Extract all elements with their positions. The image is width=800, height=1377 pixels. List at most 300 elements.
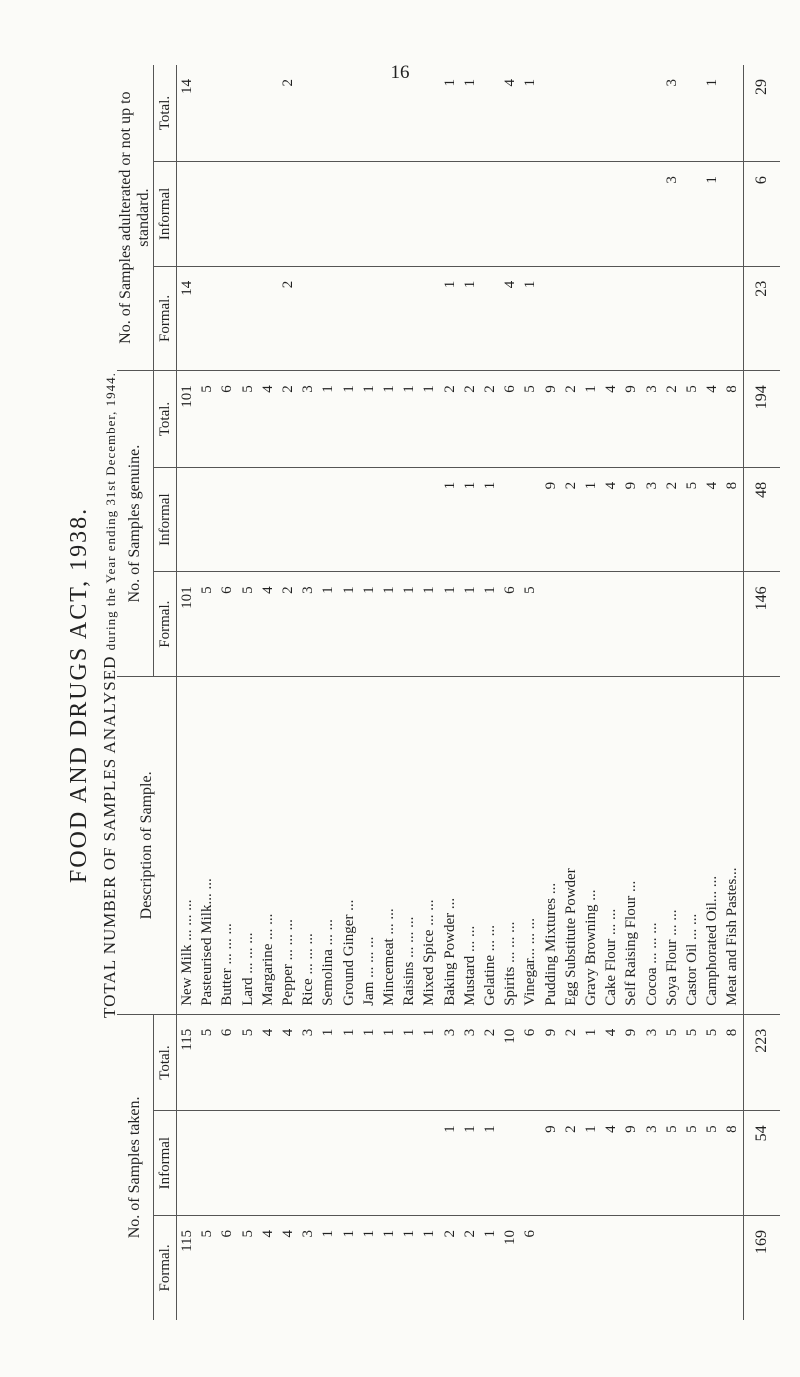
genuine-total-cell: 4 [258, 371, 278, 468]
table-row [662, 65, 682, 1320]
genuine-total-cell: 8 [722, 371, 743, 468]
taken-formal-cell [722, 1215, 743, 1320]
genuine-group-header: No. of Samples genuine. [117, 371, 154, 677]
sample-description-cell: Mixed Spice ... ... [419, 676, 439, 1014]
adulterated-formal-cell [601, 266, 621, 371]
taken-formal-cell [702, 1215, 722, 1320]
sample-description-cell: Ground Ginger ... [339, 676, 359, 1014]
adulterated-informal-cell [379, 162, 399, 267]
genuine-formal-cell [581, 572, 601, 677]
taken-total-cell: 9 [621, 1014, 641, 1111]
adulterated-formal-cell [399, 266, 419, 371]
genuine-formal-cell: 1 [379, 572, 399, 677]
taken-informal-cell: 3 [642, 1111, 662, 1216]
table-row [177, 65, 198, 1320]
sample-description-cell: New Milk ... ... ... [177, 676, 198, 1014]
taken-formal-cell: 3 [300, 1229, 317, 1238]
genuine-informal-cell [217, 467, 237, 572]
genuine-informal-cell [298, 467, 318, 572]
taken-informal-cell: 9 [541, 1111, 561, 1216]
sample-description-cell: Pepper ... ... ... [278, 676, 298, 1014]
adulterated-formal-header: Formal. [154, 266, 177, 371]
genuine-formal-cell: 1 [460, 572, 480, 677]
adulterated-total-cell [480, 65, 500, 162]
genuine-total-cell: 1 [339, 371, 359, 468]
adulterated-total-cell [722, 65, 743, 162]
adulterated-informal-cell [460, 162, 480, 267]
adulterated-total-cell [298, 65, 318, 162]
adulterated-total-cell [258, 65, 278, 162]
totals-row [743, 65, 780, 1320]
genuine-total-cell: 101 [177, 371, 198, 468]
genuine-formal-cell: 101 [177, 572, 198, 677]
taken-informal-cell: 1 [460, 1111, 480, 1216]
adulterated-informal-cell [419, 162, 439, 267]
taken-informal-cell: 9 [621, 1111, 641, 1216]
taken-informal-cell [217, 1111, 237, 1216]
genuine-total-cell: 3 [642, 371, 662, 468]
adulterated-informal-header: Informal [154, 162, 177, 267]
table-row [399, 65, 419, 1320]
taken-formal-cell: 1 [340, 1229, 357, 1238]
adulterated-informal-cell [339, 162, 359, 267]
taken-total-cell: 8 [722, 1014, 743, 1111]
taken-formal-cell: 4 [280, 1229, 297, 1238]
taken-total-cell: 2 [561, 1014, 581, 1111]
taken-total-cell: 6 [217, 1014, 237, 1111]
adulterated-formal-cell [682, 266, 702, 371]
taken-informal-cell: 4 [601, 1111, 621, 1216]
adulterated-total-cell [318, 65, 338, 162]
adulterated-total-cell: 1 [702, 65, 722, 162]
taken-total-cell: 4 [601, 1014, 621, 1111]
adulterated-formal-cell [541, 266, 561, 371]
adulterated-formal-cell: 2 [278, 266, 298, 371]
adulterated-formal-cell [480, 266, 500, 371]
page-number: 16 [390, 62, 410, 83]
taken-total-cell: 1 [581, 1014, 601, 1111]
genuine-informal-cell: 3 [642, 467, 662, 572]
genuine-informal-cell: 5 [682, 467, 702, 572]
genuine-total-cell: 1 [359, 371, 379, 468]
taken-total-cell: 4 [278, 1014, 298, 1111]
taken-informal-cell [419, 1111, 439, 1216]
taken-formal-cell [601, 1215, 621, 1320]
page-heading [65, 60, 124, 1330]
adulterated-informal-cell [541, 162, 561, 267]
taken-total-cell: 1 [318, 1014, 338, 1111]
taken-total-cell: 5 [682, 1014, 702, 1111]
sample-description-cell: Camphorated Oil... ... [702, 676, 722, 1014]
genuine-formal-cell [621, 572, 641, 677]
genuine-informal-cell [520, 467, 540, 572]
genuine-total-cell: 9 [541, 371, 561, 468]
genuine-informal-cell: 1 [480, 467, 500, 572]
taken-formal-cell: 4 [259, 1229, 276, 1238]
genuine-formal-cell: 1 [419, 572, 439, 677]
table-row [238, 65, 258, 1320]
adulterated-formal-cell [662, 266, 682, 371]
taken-informal-cell: 2 [561, 1111, 581, 1216]
adulterated-total-cell [561, 65, 581, 162]
taken-total-cell: 3 [298, 1014, 318, 1111]
genuine-informal-cell: 8 [722, 467, 743, 572]
adulterated-group-header: No. of Samples adulterated or not up to standard. [117, 65, 154, 371]
table-row [541, 65, 561, 1320]
sample-description-cell: Gravy Browning ... [581, 676, 601, 1014]
genuine-informal-cell [318, 467, 338, 572]
table-row [702, 65, 722, 1320]
adulterated-informal-cell [480, 162, 500, 267]
adulterated-total-cell [217, 65, 237, 162]
genuine-formal-cell: 1 [318, 572, 338, 677]
table-row [581, 65, 601, 1320]
genuine-total-cell: 2 [278, 371, 298, 468]
genuine-informal-cell: 2 [561, 467, 581, 572]
taken-formal-cell [561, 1215, 581, 1320]
adulterated-formal-cell: 1 [460, 266, 480, 371]
sample-description-cell: Pasteurised Milk... ... [197, 676, 217, 1014]
genuine-informal-cell: 2 [662, 467, 682, 572]
taken-formal-cell [642, 1215, 662, 1320]
genuine-informal-cell [238, 467, 258, 572]
group-header-row [117, 65, 154, 1320]
adulterated-formal-cell: 14 [177, 266, 198, 371]
taken-informal-cell [318, 1111, 338, 1216]
adulterated-formal-cell [621, 266, 641, 371]
adulterated-informal-cell [722, 162, 743, 267]
genuine-formal-cell: 1 [339, 572, 359, 677]
total-taken-formal: 169 [743, 1215, 780, 1320]
genuine-total-cell: 2 [561, 371, 581, 468]
genuine-total-cell: 1 [581, 371, 601, 468]
adulterated-total-cell [601, 65, 621, 162]
table-row [460, 65, 480, 1320]
taken-formal-cell: 2 [441, 1229, 458, 1238]
genuine-formal-cell [561, 572, 581, 677]
genuine-total-cell: 1 [318, 371, 338, 468]
taken-formal-cell: 5 [239, 1229, 256, 1238]
sample-description-cell: Rice ... ... ... [298, 676, 318, 1014]
adulterated-informal-cell [177, 162, 198, 267]
taken-group-header: No. of Samples taken. [117, 1014, 154, 1320]
adulterated-total-cell [379, 65, 399, 162]
table-row [318, 65, 338, 1320]
taken-formal-cell: 115 [179, 1229, 195, 1252]
genuine-total-cell: 1 [379, 371, 399, 468]
sample-description-cell: Mustard ... ... [460, 676, 480, 1014]
genuine-total-cell: 5 [682, 371, 702, 468]
genuine-informal-cell [177, 467, 198, 572]
total-taken-informal: 54 [743, 1111, 780, 1216]
taken-formal-cell [581, 1215, 601, 1320]
sample-description-cell: Margarine ... ... [258, 676, 278, 1014]
sample-description-cell: Lard ... ... ... [238, 676, 258, 1014]
table-row [258, 65, 278, 1320]
adulterated-total-cell [197, 65, 217, 162]
genuine-formal-header: Formal. [154, 572, 177, 677]
description-header: Description of Sample. [117, 676, 177, 1014]
taken-informal-header: Informal [154, 1111, 177, 1216]
samples-table [117, 65, 780, 1320]
adulterated-total-cell [541, 65, 561, 162]
adulterated-total-cell: 4 [500, 65, 520, 162]
taken-formal-cell: 5 [199, 1229, 216, 1238]
taken-formal-cell: 1 [401, 1229, 418, 1238]
table-row [601, 65, 621, 1320]
genuine-informal-cell [500, 467, 520, 572]
genuine-informal-cell [258, 467, 278, 572]
adulterated-total-header: Total. [154, 65, 177, 162]
sample-description-cell: Semolina ... ... [318, 676, 338, 1014]
genuine-informal-cell: 1 [581, 467, 601, 572]
sample-description-cell: Pudding Mixtures ... [541, 676, 561, 1014]
adulterated-informal-cell [238, 162, 258, 267]
genuine-informal-cell: 4 [702, 467, 722, 572]
taken-informal-cell [399, 1111, 419, 1216]
genuine-formal-cell [601, 572, 621, 677]
taken-formal-cell: 1 [320, 1229, 337, 1238]
sample-description-cell: Cake Flour ... ... [601, 676, 621, 1014]
sample-description-cell: Jam ... ... ... [359, 676, 379, 1014]
adulterated-formal-cell: 4 [500, 266, 520, 371]
adulterated-informal-cell: 1 [702, 162, 722, 267]
taken-informal-cell [520, 1111, 540, 1216]
taken-total-cell: 5 [197, 1014, 217, 1111]
genuine-informal-cell: 9 [621, 467, 641, 572]
adulterated-informal-cell [318, 162, 338, 267]
table-row [520, 65, 540, 1320]
taken-informal-cell [359, 1111, 379, 1216]
adulterated-formal-cell [419, 266, 439, 371]
sample-description-cell: Butter ... ... ... [217, 676, 237, 1014]
taken-total-cell: 5 [662, 1014, 682, 1111]
adulterated-total-cell: 2 [278, 65, 298, 162]
sample-description-cell: Soya Flour ... ... [662, 676, 682, 1014]
taken-total-cell: 1 [379, 1014, 399, 1111]
genuine-formal-cell: 1 [440, 572, 460, 677]
taken-total-cell: 2 [480, 1014, 500, 1111]
genuine-formal-cell [722, 572, 743, 677]
total-genuine-informal: 48 [743, 467, 780, 572]
adulterated-informal-cell [217, 162, 237, 267]
genuine-total-cell: 4 [702, 371, 722, 468]
taken-formal-cell: 6 [219, 1229, 236, 1238]
genuine-informal-cell [339, 467, 359, 572]
adulterated-total-cell: 1 [440, 65, 460, 162]
genuine-formal-cell [642, 572, 662, 677]
genuine-formal-cell [702, 572, 722, 677]
sample-description-cell: Raisins ... ... ... [399, 676, 419, 1014]
genuine-total-cell: 2 [460, 371, 480, 468]
genuine-formal-cell: 5 [197, 572, 217, 677]
adulterated-total-cell [339, 65, 359, 162]
adulterated-total-cell: 1 [520, 65, 540, 162]
sample-description-cell: Self Raising Flour ... [621, 676, 641, 1014]
genuine-total-cell: 2 [440, 371, 460, 468]
heading-subtitle-main: TOTAL NUMBER OF SAMPLES ANALYSED [100, 655, 119, 1018]
genuine-total-cell: 1 [399, 371, 419, 468]
taken-informal-cell [379, 1111, 399, 1216]
taken-informal-cell: 5 [682, 1111, 702, 1216]
taken-total-cell: 6 [520, 1014, 540, 1111]
adulterated-informal-cell [278, 162, 298, 267]
sample-description-cell: Meat and Fish Pastes... [722, 676, 743, 1014]
taken-formal-cell: 10 [502, 1229, 519, 1245]
adulterated-informal-cell [197, 162, 217, 267]
table-row [379, 65, 399, 1320]
table-row [682, 65, 702, 1320]
total-adulterated-total: 29 [743, 65, 780, 162]
sample-description-cell: Spirits ... ... ... [500, 676, 520, 1014]
adulterated-informal-cell [642, 162, 662, 267]
adulterated-formal-cell: 1 [520, 266, 540, 371]
adulterated-formal-cell: 1 [440, 266, 460, 371]
taken-total-cell: 3 [440, 1014, 460, 1111]
genuine-informal-cell [197, 467, 217, 572]
genuine-total-cell: 5 [520, 371, 540, 468]
taken-total-cell: 115 [177, 1014, 198, 1111]
taken-total-cell: 9 [541, 1014, 561, 1111]
genuine-total-cell: 2 [662, 371, 682, 468]
taken-total-cell: 1 [399, 1014, 419, 1111]
taken-informal-cell: 1 [581, 1111, 601, 1216]
adulterated-total-cell: 14 [177, 65, 198, 162]
taken-formal-cell: 1 [360, 1229, 377, 1238]
genuine-total-cell: 4 [601, 371, 621, 468]
taken-informal-cell [238, 1111, 258, 1216]
taken-total-header: Total. [154, 1014, 177, 1111]
total-taken-total: 223 [743, 1014, 780, 1111]
taken-informal-cell [177, 1111, 198, 1216]
genuine-formal-cell: 3 [298, 572, 318, 677]
taken-informal-cell [258, 1111, 278, 1216]
adulterated-total-cell [419, 65, 439, 162]
adulterated-total-cell [238, 65, 258, 162]
genuine-formal-cell: 5 [520, 572, 540, 677]
sample-description-cell: Mincemeat ... ... [379, 676, 399, 1014]
taken-informal-cell [197, 1111, 217, 1216]
total-description-cell [743, 676, 780, 1014]
sample-description-cell: Vinegar... ... ... [520, 676, 540, 1014]
taken-informal-cell: 5 [702, 1111, 722, 1216]
adulterated-informal-cell [601, 162, 621, 267]
genuine-total-cell: 9 [621, 371, 641, 468]
taken-total-cell: 5 [702, 1014, 722, 1111]
taken-total-cell: 3 [460, 1014, 480, 1111]
taken-total-cell: 3 [642, 1014, 662, 1111]
genuine-total-cell: 3 [298, 371, 318, 468]
rotated-table-sheet [65, 60, 775, 1330]
genuine-formal-cell [541, 572, 561, 677]
genuine-informal-cell [278, 467, 298, 572]
taken-formal-cell: 1 [381, 1229, 398, 1238]
adulterated-informal-cell [682, 162, 702, 267]
table-row [278, 65, 298, 1320]
adulterated-informal-cell [399, 162, 419, 267]
genuine-formal-cell: 1 [399, 572, 419, 677]
genuine-formal-cell: 2 [278, 572, 298, 677]
taken-formal-header: Formal. [154, 1215, 177, 1320]
total-genuine-total: 194 [743, 371, 780, 468]
taken-formal-cell [541, 1215, 561, 1320]
genuine-informal-cell [359, 467, 379, 572]
adulterated-formal-cell [238, 266, 258, 371]
genuine-total-cell: 2 [480, 371, 500, 468]
taken-informal-cell: 1 [440, 1111, 460, 1216]
table-row [722, 65, 743, 1320]
adulterated-formal-cell [339, 266, 359, 371]
genuine-informal-cell [379, 467, 399, 572]
table-row [419, 65, 439, 1320]
adulterated-total-cell [642, 65, 662, 162]
taken-total-cell: 10 [500, 1014, 520, 1111]
adulterated-formal-cell [217, 266, 237, 371]
adulterated-informal-cell [561, 162, 581, 267]
taken-informal-cell [298, 1111, 318, 1216]
genuine-informal-cell: 1 [460, 467, 480, 572]
taken-informal-cell: 1 [480, 1111, 500, 1216]
adulterated-informal-cell: 3 [662, 162, 682, 267]
genuine-total-cell: 5 [197, 371, 217, 468]
genuine-informal-cell [399, 467, 419, 572]
adulterated-informal-cell [258, 162, 278, 267]
adulterated-informal-cell [621, 162, 641, 267]
total-adulterated-formal: 23 [743, 266, 780, 371]
adulterated-formal-cell [642, 266, 662, 371]
taken-total-cell: 1 [359, 1014, 379, 1111]
taken-formal-cell: 2 [461, 1229, 478, 1238]
adulterated-formal-cell [298, 266, 318, 371]
genuine-formal-cell: 6 [217, 572, 237, 677]
table-row [217, 65, 237, 1320]
table-row [359, 65, 379, 1320]
genuine-formal-cell: 1 [480, 572, 500, 677]
taken-formal-cell: 1 [421, 1229, 438, 1238]
taken-formal-cell [662, 1215, 682, 1320]
adulterated-total-cell [581, 65, 601, 162]
adulterated-informal-cell [359, 162, 379, 267]
sample-description-cell: Gelatine ... ... [480, 676, 500, 1014]
sample-description-cell: Baking Powder ... [440, 676, 460, 1014]
genuine-informal-cell: 9 [541, 467, 561, 572]
adulterated-formal-cell [258, 266, 278, 371]
adulterated-formal-cell [197, 266, 217, 371]
taken-formal-cell [682, 1215, 702, 1320]
adulterated-informal-cell [500, 162, 520, 267]
taken-informal-cell [339, 1111, 359, 1216]
table-row [621, 65, 641, 1320]
adulterated-informal-cell [440, 162, 460, 267]
taken-formal-cell [621, 1215, 641, 1320]
table-row [197, 65, 217, 1320]
adulterated-formal-cell [379, 266, 399, 371]
genuine-total-cell: 6 [500, 371, 520, 468]
taken-informal-cell: 8 [722, 1111, 743, 1216]
adulterated-total-cell [359, 65, 379, 162]
taken-informal-cell [278, 1111, 298, 1216]
heading-subtitle-rest: during the Year ending 31st December, 1944. [103, 372, 118, 651]
table-row [500, 65, 520, 1320]
adulterated-total-cell: 1 [460, 65, 480, 162]
taken-formal-cell: 6 [522, 1229, 539, 1238]
genuine-formal-cell [662, 572, 682, 677]
genuine-informal-cell: 1 [440, 467, 460, 572]
taken-total-cell: 4 [258, 1014, 278, 1111]
table-row [561, 65, 581, 1320]
taken-formal-cell: 1 [482, 1229, 499, 1238]
adulterated-informal-cell [520, 162, 540, 267]
